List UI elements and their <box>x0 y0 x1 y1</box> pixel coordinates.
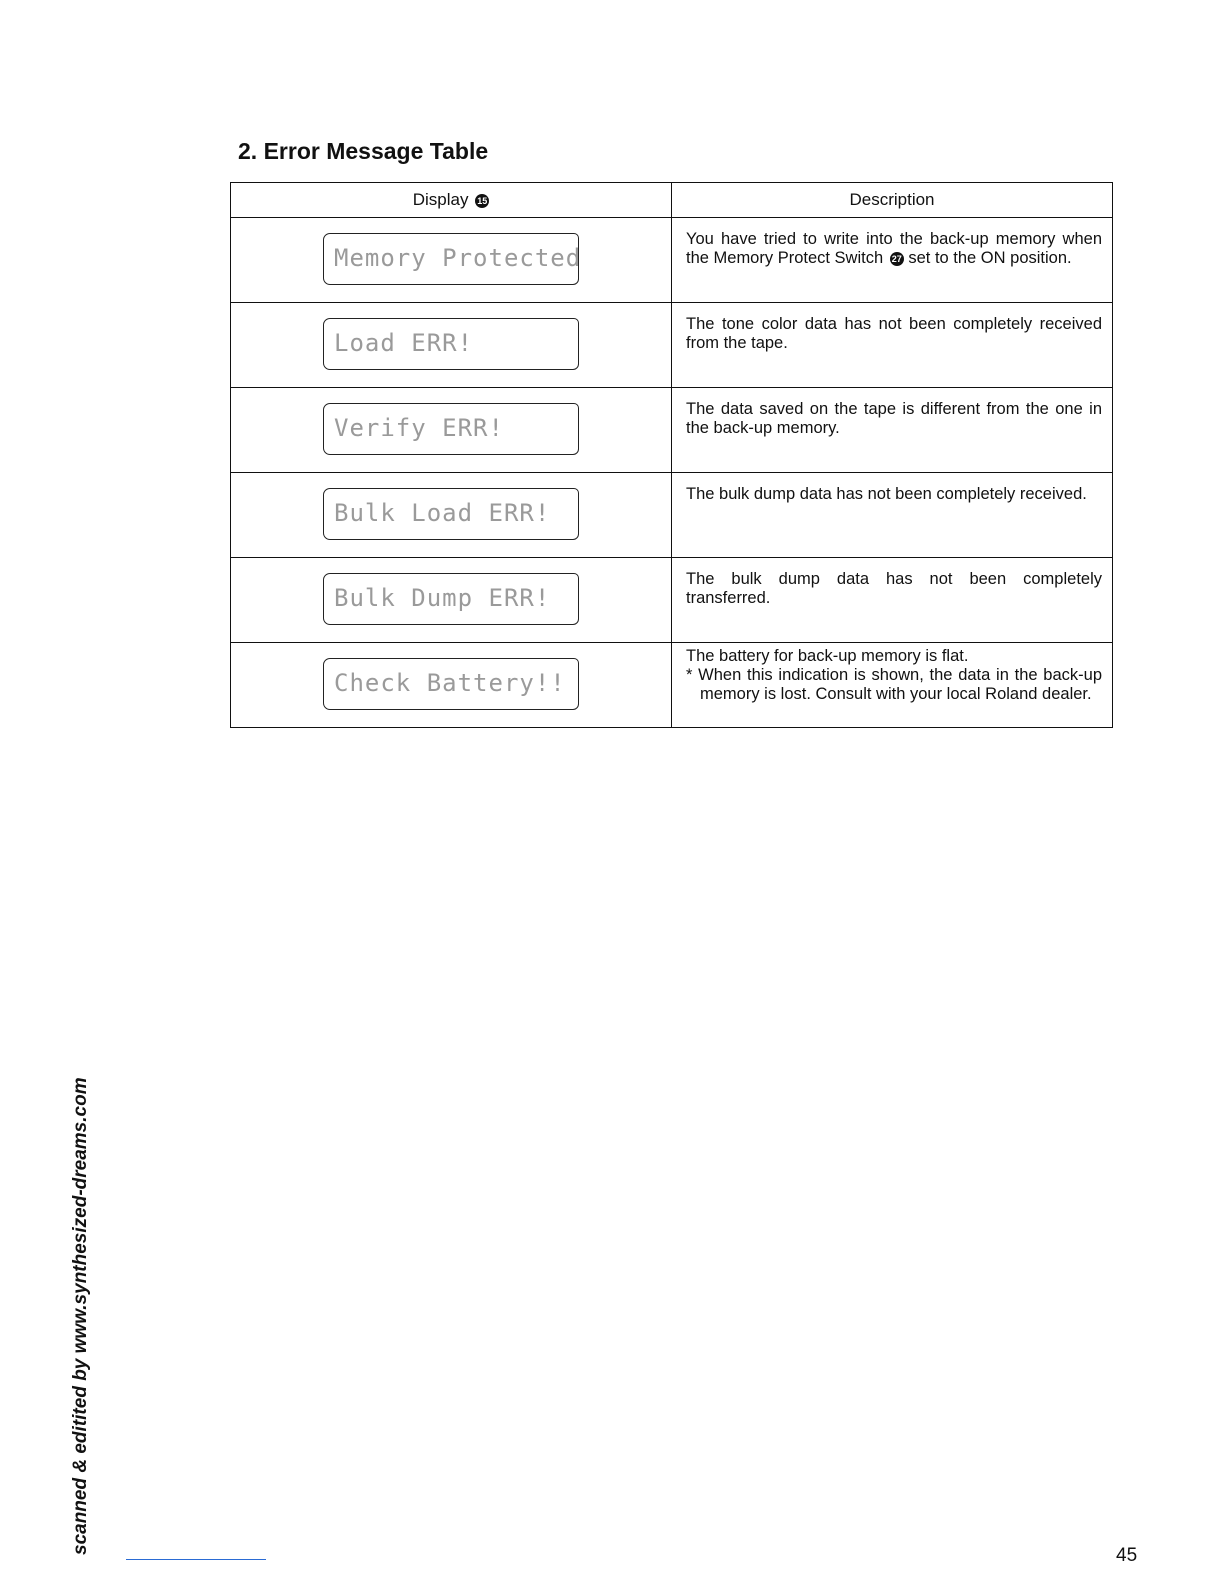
lcd-display <box>323 658 579 710</box>
description-note: * When this indication is shown, the data in the back-up memory is lost. Consult with your local Roland dealer. <box>686 666 1102 703</box>
section-title: 2. Error Message Table <box>238 138 489 164</box>
table-row <box>231 643 1113 728</box>
error-message-table <box>230 182 1113 728</box>
description-cell <box>672 643 1113 728</box>
display-cell <box>231 558 672 643</box>
description-text: The tone color data has not been completely received from the tape. <box>686 315 1102 352</box>
display-cell <box>231 388 672 473</box>
lcd-display <box>323 403 579 455</box>
description-cell <box>672 388 1113 473</box>
display-column-header <box>231 183 672 218</box>
description-cell <box>672 558 1113 643</box>
description-column-header: Description <box>672 183 1113 218</box>
lcd-display <box>323 488 579 540</box>
display-cell <box>231 473 672 558</box>
description-text: set to the ON position. <box>908 249 1072 267</box>
lcd-text: Check Battery!! <box>334 669 566 697</box>
description-cell <box>672 303 1113 388</box>
table-row <box>231 558 1113 643</box>
page-number: 45 <box>1116 1545 1138 1566</box>
lcd-display <box>323 573 579 625</box>
lcd-text: Memory Protected <box>334 244 582 272</box>
description-text: The bulk dump data has not been completely received. <box>686 485 1087 503</box>
description-text: The data saved on the tape is different from the one in the back-up memory. <box>686 400 1102 437</box>
display-cell <box>231 218 672 303</box>
display-cell <box>231 303 672 388</box>
lcd-display <box>323 318 579 370</box>
description-text: The battery for back-up memory is flat. <box>686 647 969 665</box>
display-cell <box>231 643 672 728</box>
lcd-display <box>323 233 582 285</box>
lcd-text: Bulk Dump ERR! <box>334 584 551 612</box>
table-row <box>231 218 1113 303</box>
description-cell <box>672 218 1113 303</box>
lcd-text: Verify ERR! <box>334 414 504 442</box>
lcd-text: Load ERR! <box>334 329 474 357</box>
description-text: You have tried to write into the back-up memory when the Memory Protect Switch <box>686 230 1102 267</box>
lcd-text: Bulk Load ERR! <box>334 499 551 527</box>
table-header-row <box>231 183 1113 218</box>
display-header-label: Display <box>412 190 469 209</box>
table-row <box>231 303 1113 388</box>
footer-rule <box>126 1559 266 1560</box>
circled-reference-number: 27 <box>891 253 902 264</box>
scanner-credit-text: scanned & editited by www.synthesized-dreams.com <box>70 1077 91 1555</box>
table-row <box>231 473 1113 558</box>
description-cell <box>672 473 1113 558</box>
circled-reference-number: 15 <box>477 195 488 206</box>
table-row <box>231 388 1113 473</box>
description-text: The bulk dump data has not been completely transferred. <box>686 570 1102 607</box>
